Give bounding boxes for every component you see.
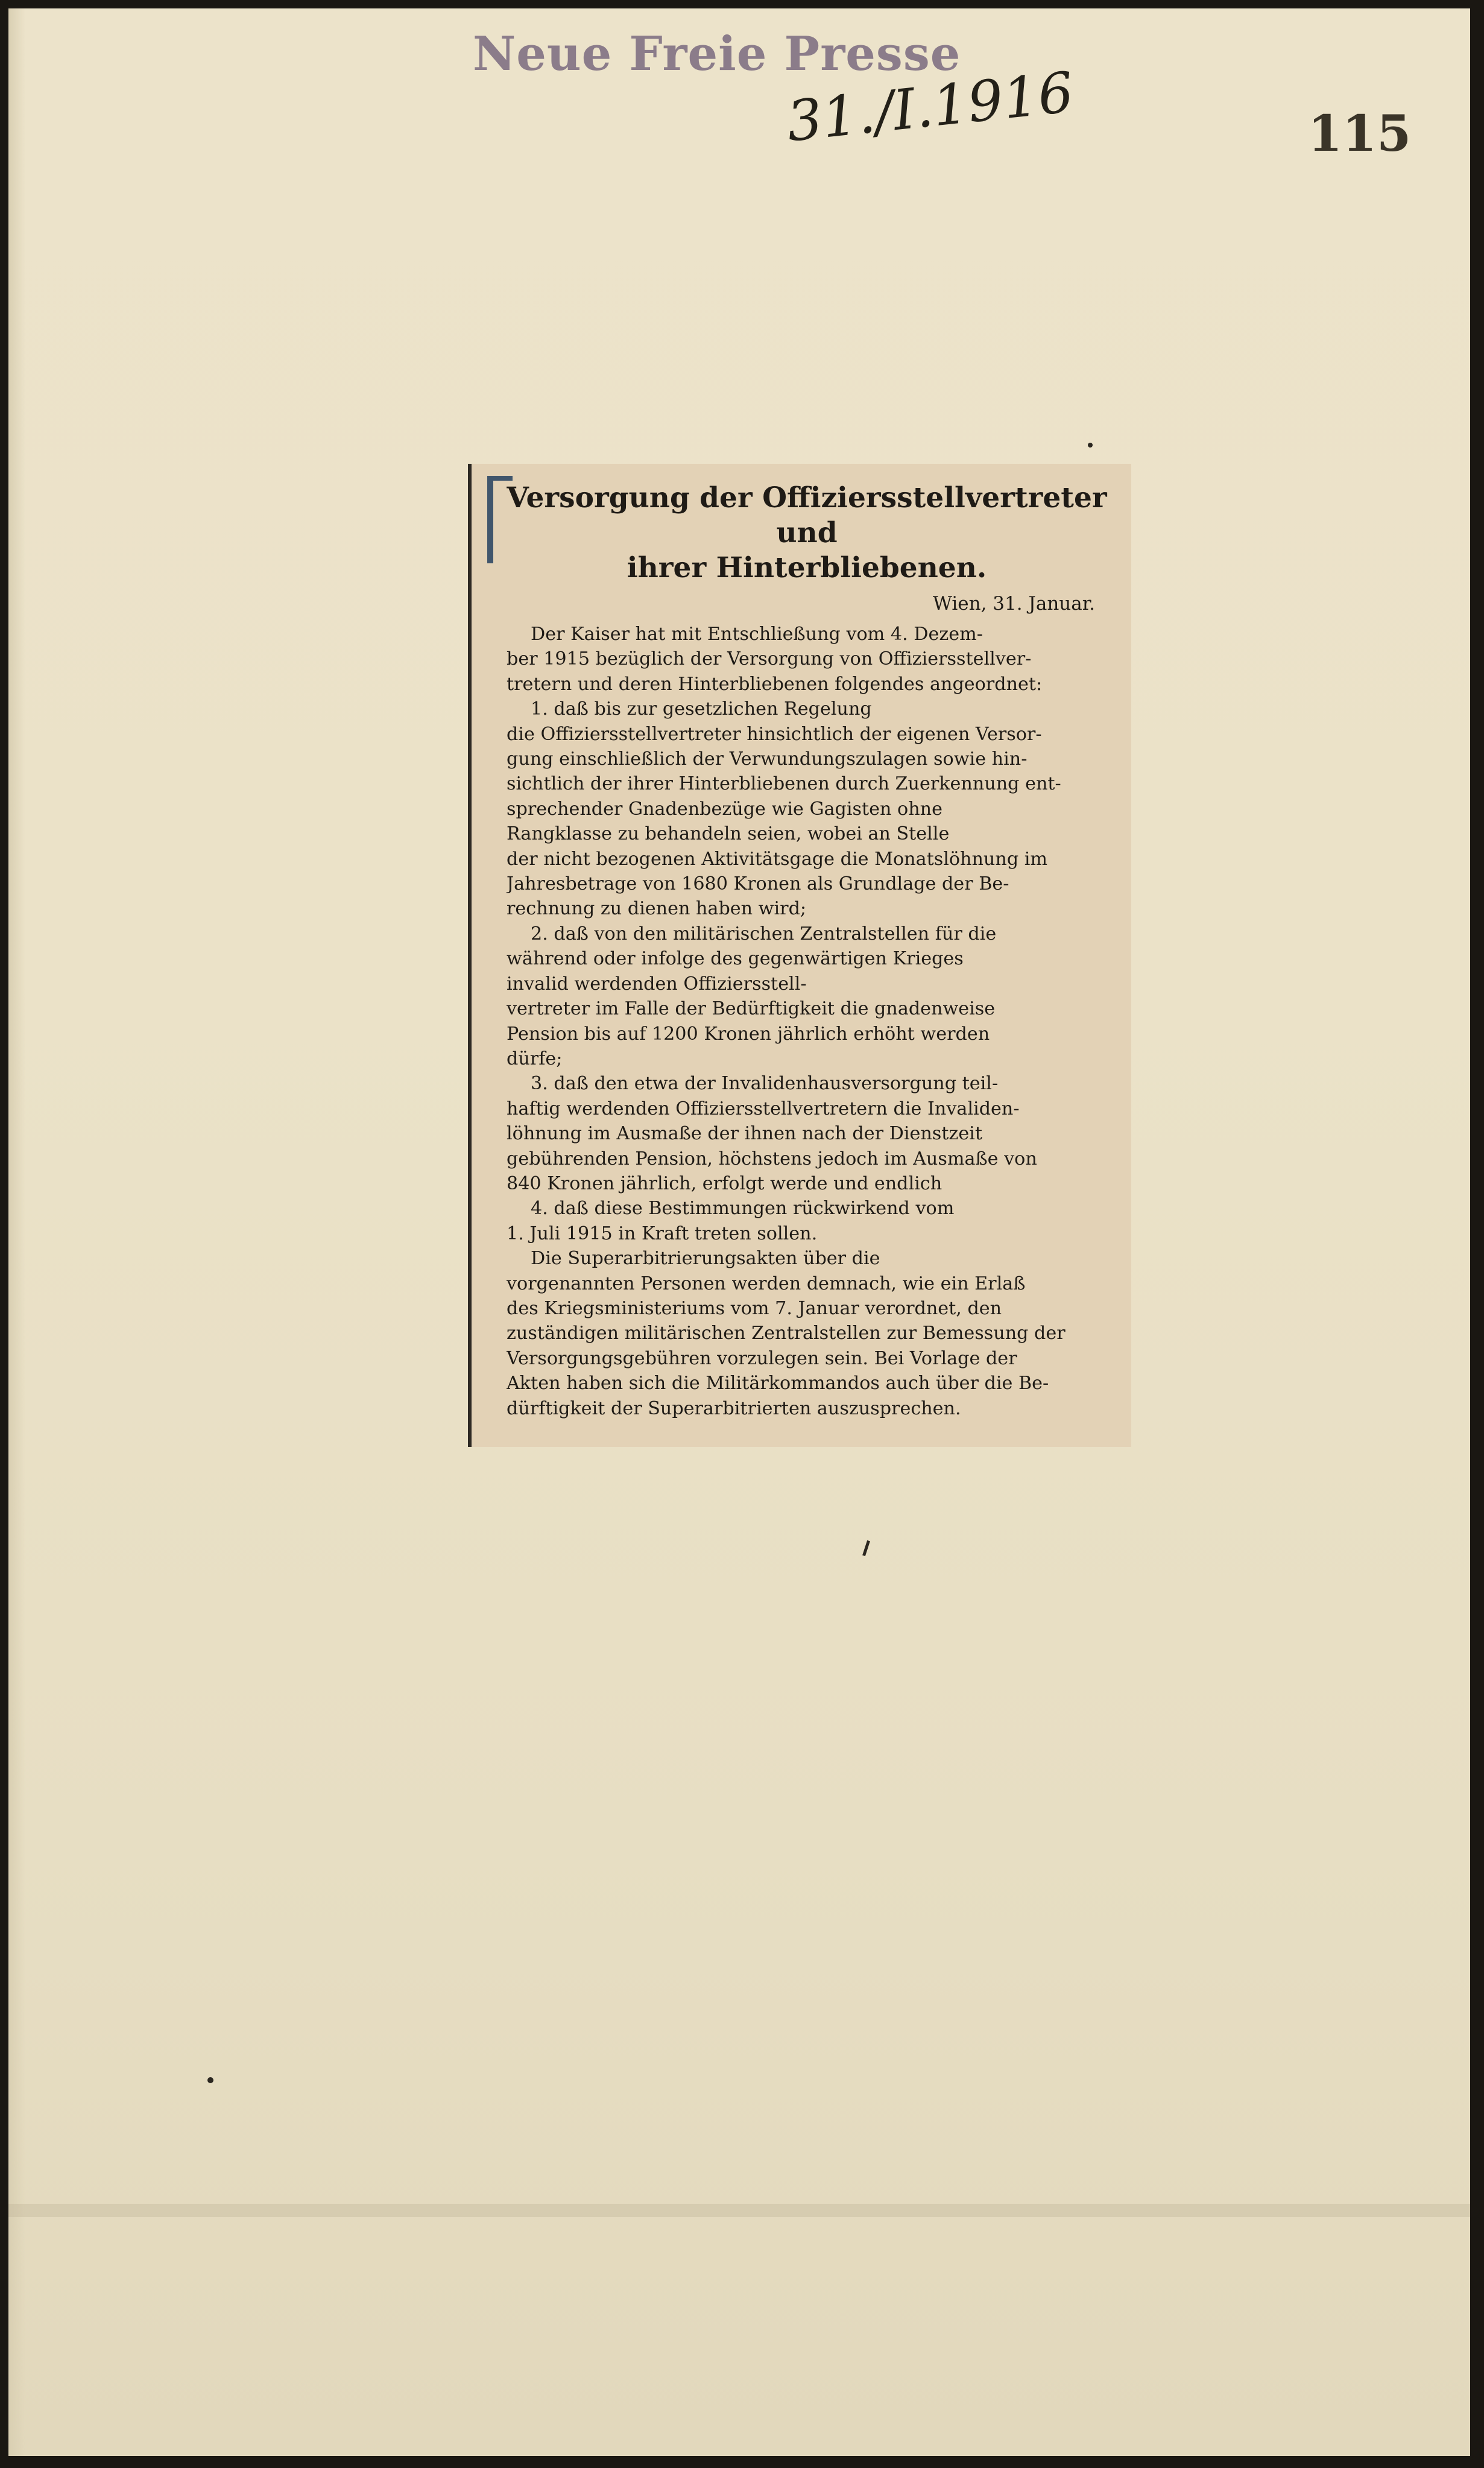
fold-line xyxy=(8,2204,1470,2217)
article-line: haftig werdenden Offiziersstellvertretern die Invaliden- xyxy=(507,1098,1020,1119)
article-line: sichtlich der ihrer Hinterbliebenen durch Zuerkennung ent- xyxy=(507,773,1061,795)
article-line: Akten haben sich die Militärkommandos auch über die Be- xyxy=(507,1373,1049,1394)
newspaper-stamp: Neue Freie Presse xyxy=(473,27,961,81)
article-line: während oder infolge des gegenwärtigen Krieges xyxy=(507,948,964,970)
article-body xyxy=(507,622,1107,1421)
article-line: 1. Juli 1915 in Kraft treten sollen. xyxy=(507,1223,818,1244)
article-line: dürftigkeit der Superarbitrierten auszusprechen. xyxy=(507,1397,961,1419)
article-line: 1. daß bis zur gesetzlichen Regelung xyxy=(531,698,872,720)
article-line: Der Kaiser hat mit Entschließung vom 4. Dezem- xyxy=(531,624,983,645)
article-line: ber 1915 bezüglich der Versorgung von Offiziersstellver- xyxy=(507,648,1032,670)
article-line: Versorgungsgebühren vorzulegen sein. Bei Vorlage der xyxy=(507,1347,1017,1369)
article-line: invalid werdenden Offiziersstell- xyxy=(507,973,807,995)
article-line: Die Superarbitrierungsakten über die xyxy=(531,1248,880,1270)
article-line: 4. daß diese Bestimmungen rückwirkend vom xyxy=(531,1198,955,1220)
newspaper-clipping xyxy=(468,464,1131,1447)
ink-speck xyxy=(207,2077,213,2083)
ink-speck xyxy=(1088,443,1093,448)
article-line: gung einschließlich der Verwundungszulagen sowie hin- xyxy=(507,748,1028,770)
article-headline xyxy=(507,481,1107,586)
article-line: dürfe; xyxy=(507,1048,563,1069)
article-line: 840 Kronen jährlich, erfolgt werde und endlich xyxy=(507,1172,942,1194)
headline-line-2: ihrer Hinterbliebenen. xyxy=(627,551,987,584)
blue-pencil-mark xyxy=(487,476,493,563)
article-line: Pension bis auf 1200 Kronen jährlich erhöht werden xyxy=(507,1023,990,1045)
article-line: zuständigen militärischen Zentralstellen zur Bemessung der xyxy=(507,1323,1066,1344)
article-line: sprechender Gnadenbezüge wie Gagisten ohne xyxy=(507,798,942,820)
article-line: vertreter im Falle der Bedürftigkeit die gnadenweise xyxy=(507,998,996,1020)
article-line: Rangklasse zu behandeln seien, wobei an Stelle xyxy=(507,823,950,845)
archive-page xyxy=(8,8,1470,2456)
article-line: 2. daß von den militärischen Zentralstellen für die xyxy=(531,923,997,944)
page-edge-shadow xyxy=(8,8,25,2456)
article-line: vorgenannten Personen werden demnach, wie ein Erlaß xyxy=(507,1273,1026,1294)
article-line: rechnung zu dienen haben wird; xyxy=(507,898,807,920)
article-dateline: Wien, 31. Januar. xyxy=(933,593,1095,615)
page-number: 115 xyxy=(1308,105,1412,163)
article-line: Jahresbetrage von 1680 Kronen als Grundlage der Be- xyxy=(507,873,1009,895)
article-line: des Kriegsministeriums vom 7. Januar verordnet, den xyxy=(507,1297,1002,1319)
headline-line-1: Versorgung der Offiziersstellvertreter und xyxy=(507,481,1107,549)
article-line: gebührenden Pension, höchstens jedoch im Ausmaße von xyxy=(507,1148,1037,1169)
handwritten-date: 31./I.1916 xyxy=(783,60,1077,154)
article-line: der nicht bezogenen Aktivitätsgage die Monatslöhnung im xyxy=(507,848,1048,870)
article-line: löhnung im Ausmaße der ihnen nach der Dienstzeit xyxy=(507,1123,982,1145)
article-line: tretern und deren Hinterbliebenen folgendes angeordnet: xyxy=(507,673,1043,695)
ink-mark xyxy=(862,1540,870,1556)
article-line: die Offiziersstellvertreter hinsichtlich der eigenen Versor- xyxy=(507,723,1042,745)
article-line: 3. daß den etwa der Invalidenhausversorgung teil- xyxy=(531,1073,999,1095)
